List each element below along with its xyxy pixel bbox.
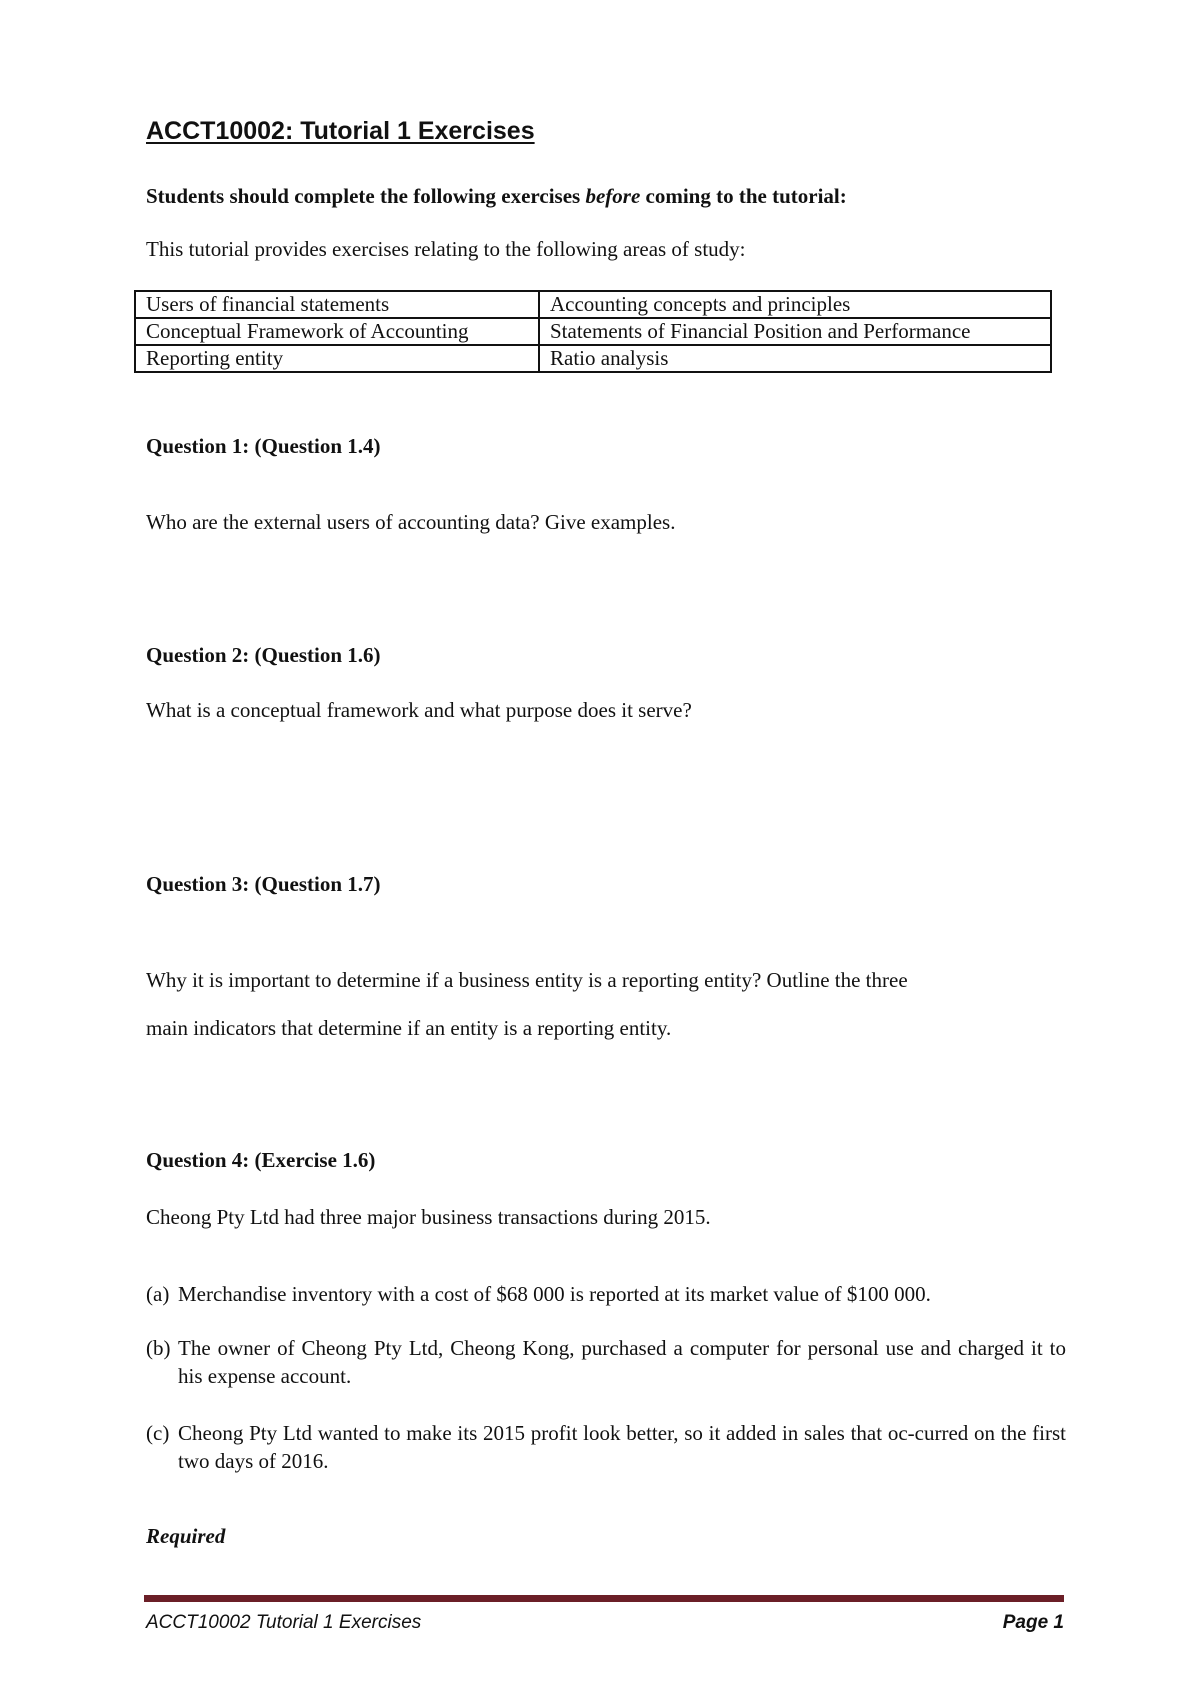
intro-text-before: Students should complete the following exercises <box>146 184 586 208</box>
required-label: Required <box>146 1524 226 1548</box>
item-label: (b) <box>146 1336 171 1360</box>
question-2-heading: Question 2: (Question 1.6) <box>146 643 381 667</box>
item-label: (a) <box>146 1282 170 1306</box>
footer-title: ACCT10002 Tutorial 1 Exercises <box>146 1612 422 1633</box>
question-4-text: Cheong Pty Ltd had three major business transactions during 2015. <box>146 1205 711 1229</box>
intro-text-after: coming to the tutorial: <box>640 184 847 208</box>
table-cell: Conceptual Framework of Accounting <box>135 318 539 345</box>
list-item <box>146 1419 1066 1475</box>
table-row <box>135 345 1051 372</box>
table-cell: Statements of Financial Position and Performance <box>539 318 1051 345</box>
intro-instruction <box>146 184 847 209</box>
list-item <box>146 1280 1066 1308</box>
question-3-text-line2: main indicators that determine if an entity is a reporting entity. <box>146 1016 672 1040</box>
table-row <box>135 318 1051 345</box>
footer-rule <box>144 1595 1064 1602</box>
page-number: Page 1 <box>1002 1612 1064 1633</box>
table-cell: Users of financial statements <box>135 291 539 318</box>
question-3-heading: Question 3: (Question 1.7) <box>146 872 381 896</box>
table-row <box>135 291 1051 318</box>
question-3-text-line1: Why it is important to determine if a business entity is a reporting entity? Outline the three <box>146 968 908 992</box>
areas-of-study-intro: This tutorial provides exercises relating to the following areas of study: <box>146 237 746 261</box>
table-cell: Ratio analysis <box>539 345 1051 372</box>
table-cell: Reporting entity <box>135 345 539 372</box>
page-title: ACCT10002: Tutorial 1 Exercises <box>146 117 535 145</box>
question-2-text: What is a conceptual framework and what purpose does it serve? <box>146 698 692 722</box>
topics-table <box>134 290 1052 373</box>
table-cell: Accounting concepts and principles <box>539 291 1051 318</box>
question-1-heading: Question 1: (Question 1.4) <box>146 434 381 458</box>
item-text: Cheong Pty Ltd wanted to make its 2015 profit look better, so it added in sales that oc-curred on the first two days of 2016. <box>178 1421 1066 1473</box>
intro-emphasis: before <box>585 184 641 208</box>
item-label: (c) <box>146 1421 170 1445</box>
question-1-text: Who are the external users of accounting data? Give examples. <box>146 510 676 534</box>
question-4-heading: Question 4: (Exercise 1.6) <box>146 1148 376 1172</box>
list-item <box>146 1334 1066 1390</box>
item-text: Merchandise inventory with a cost of $68 000 is reported at its market value of $100 000. <box>178 1282 931 1306</box>
item-text: The owner of Cheong Pty Ltd, Cheong Kong, purchased a computer for personal use and charged it to his expense account. <box>178 1336 1066 1388</box>
